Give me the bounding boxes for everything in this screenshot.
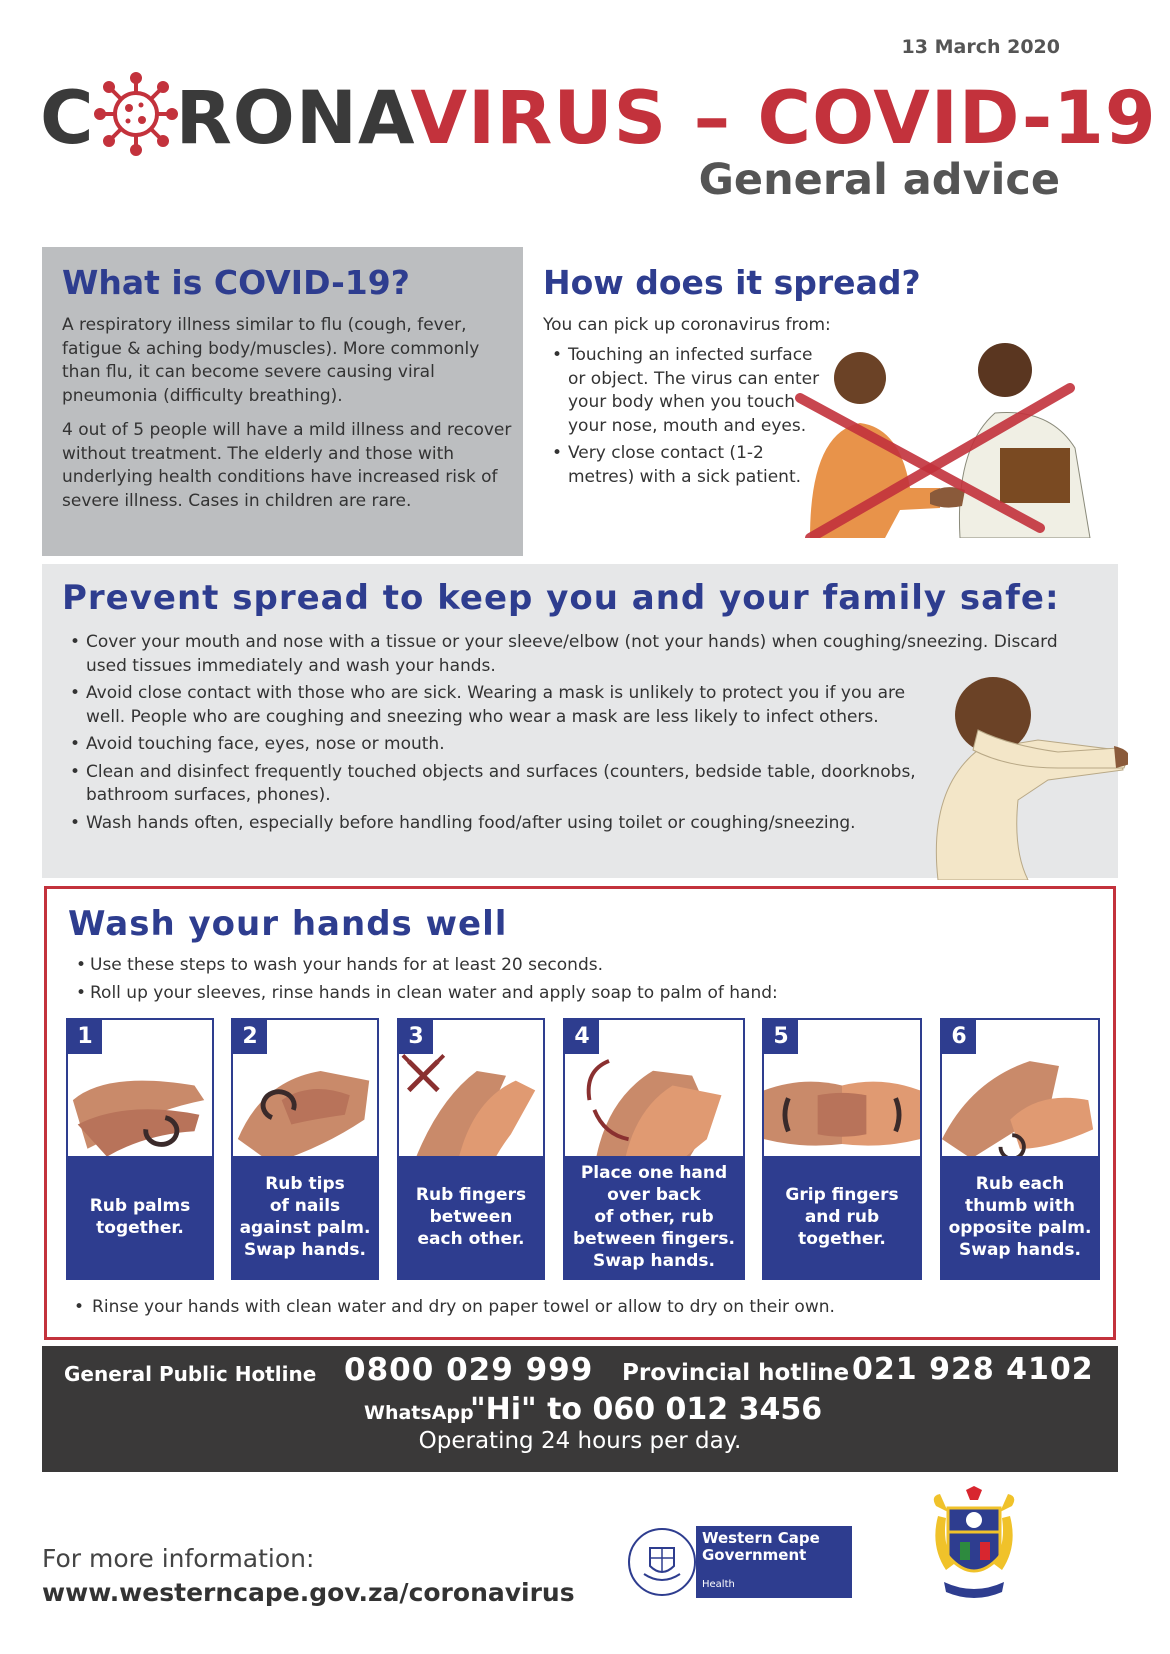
- operating-hours: Operating 24 hours per day.: [418, 1428, 742, 1454]
- whatsapp-number: "Hi" to 060 012 3456: [470, 1392, 823, 1427]
- step-number: 5: [764, 1020, 798, 1054]
- step-caption-line: Rub tips: [265, 1174, 345, 1194]
- step-caption-line: together.: [96, 1218, 184, 1238]
- step-caption-line: Swap hands.: [959, 1240, 1081, 1260]
- prevent-item: • Avoid touching face, eyes, nose or mouth.: [68, 733, 921, 757]
- step-caption-line: of nails: [269, 1196, 341, 1216]
- prevent-item: • Clean and disinfect frequently touched objects and surfaces (counters, bedside table, doorknobs, bathroom surfaces, phones).: [68, 761, 921, 808]
- step-caption-line: opposite palm.: [948, 1218, 1092, 1238]
- step-caption-line: Swap hands.: [244, 1240, 366, 1260]
- rub-nails-illustration: [233, 1040, 377, 1170]
- step-caption-line: over back: [607, 1185, 701, 1205]
- wash-step-5: [762, 1018, 922, 1280]
- step-caption: [942, 1156, 1098, 1278]
- general-hotline-label: General Public Hotline: [64, 1362, 317, 1386]
- page-subtitle: General advice: [698, 155, 1060, 205]
- what-is-title: What is COVID-19?: [62, 263, 410, 302]
- western-cape-dept: Health: [702, 1579, 735, 1590]
- provincial-hotline-label: Provincial hotline: [622, 1360, 850, 1386]
- step-caption-line: Rub fingers: [415, 1185, 527, 1205]
- elbow-cough-illustration: [918, 670, 1128, 880]
- western-cape-name: Western Cape Government: [702, 1529, 820, 1564]
- prevent-item: • Wash hands often, especially before handling food/after using toilet or coughing/sneezing.: [68, 812, 1098, 836]
- step-caption: [764, 1156, 920, 1278]
- western-cape-seal-icon: [628, 1528, 696, 1596]
- step-number: 3: [399, 1020, 433, 1054]
- wash-step-3: [397, 1018, 545, 1280]
- coronavirus-icon: [94, 72, 178, 156]
- back-of-hand-illustration: [565, 1040, 743, 1170]
- coat-of-arms-icon: [926, 1486, 1022, 1606]
- step-number: 2: [233, 1020, 267, 1054]
- step-caption-line: between fingers.: [573, 1229, 735, 1249]
- step-number: 1: [68, 1020, 102, 1054]
- step-caption-line: of other, rub: [594, 1207, 714, 1227]
- prevent-item: • Cover your mouth and nose with a tissue or your sleeve/elbow (not your hands) when coughing/sneezing. Discard used tissues immediately and wash your hands.: [68, 631, 1098, 678]
- wash-item: • Use these steps to wash your hands for at least 20 seconds.: [74, 954, 1074, 978]
- step-caption: [68, 1156, 212, 1278]
- wash-final-note: • Rinse your hands with clean water and dry on paper towel or allow to dry on their own.: [74, 1296, 835, 1320]
- wash-title: Wash your hands well: [68, 904, 508, 944]
- step-caption: [399, 1156, 543, 1278]
- whatsapp-label: WhatsApp: [364, 1402, 474, 1424]
- wash-item: • Roll up your sleeves, rinse hands in clean water and apply soap to palm of hand:: [74, 982, 1074, 1006]
- provincial-hotline-number: 021 928 4102: [852, 1352, 1094, 1387]
- what-is-paragraph-1: A respiratory illness similar to flu (cough, fever, fatigue & aching body/muscles). More commonly than flu, it can become severe causing viral pneumonia (difficulty breathing).: [62, 315, 480, 406]
- title-part-virus: VIRUS – COVID-19: [410, 76, 1157, 161]
- step-number: 4: [565, 1020, 599, 1054]
- spread-item: • Touching an infected surface or object. The virus can enter your body when you touch your nose, mouth and eyes.: [548, 344, 828, 438]
- more-info-label: For more information:: [42, 1544, 315, 1573]
- step-caption-line: Place one hand: [580, 1163, 728, 1183]
- step-number: 6: [942, 1020, 976, 1054]
- step-caption-line: together.: [798, 1229, 886, 1249]
- step-caption-line: and rub: [804, 1207, 880, 1227]
- info-url-link[interactable]: www.westerncape.gov.za/coronavirus: [42, 1578, 575, 1607]
- wash-step-2: [231, 1018, 379, 1280]
- general-hotline-number: 0800 029 999: [344, 1352, 594, 1388]
- step-caption-line: each other.: [417, 1229, 525, 1249]
- step-caption-line: Grip fingers: [785, 1185, 899, 1205]
- page-title: [40, 72, 1157, 161]
- seal-shield-icon: [630, 1530, 694, 1594]
- step-caption-line: between: [429, 1207, 513, 1227]
- spread-intro: You can pick up coronavirus from:: [543, 315, 831, 335]
- title-part-c: C: [40, 76, 95, 161]
- step-caption: [565, 1156, 743, 1278]
- step-caption-line: Rub palms: [89, 1196, 191, 1216]
- step-caption-line: Rub each: [975, 1174, 1065, 1194]
- rub-fingers-illustration: [399, 1040, 543, 1170]
- wash-step-6: [940, 1018, 1100, 1280]
- wash-step-1: [66, 1018, 214, 1280]
- rub-thumb-illustration: [942, 1040, 1098, 1170]
- step-caption-line: thumb with: [965, 1196, 1075, 1216]
- grip-fingers-illustration: [764, 1040, 920, 1170]
- handshake-illustration: [790, 338, 1100, 538]
- step-caption-line: against palm.: [239, 1218, 371, 1238]
- wash-list: [74, 954, 1074, 1009]
- spread-list: [548, 344, 828, 493]
- date-label: 13 March 2020: [901, 36, 1060, 58]
- step-caption-line: Swap hands.: [593, 1251, 715, 1271]
- rub-palms-illustration: [68, 1040, 212, 1170]
- what-is-paragraph-2: 4 out of 5 people will have a mild illness and recover without treatment. The elderly and those with underlying health conditions have increased risk of severe illness. Cases in children are rare.: [62, 420, 512, 511]
- wash-step-4: [563, 1018, 745, 1280]
- prevent-title: Prevent spread to keep you and your family safe:: [62, 578, 1060, 618]
- spread-title: How does it spread?: [543, 263, 921, 302]
- spread-item: • Very close contact (1-2 metres) with a sick patient.: [548, 442, 828, 489]
- title-part-rona: RONA: [175, 76, 411, 161]
- prevent-item: • Avoid close contact with those who are sick. Wearing a mask is unlikely to protect you if you are well. People who are coughing and sneezing who wear a mask are less likely to infect others.: [68, 682, 921, 729]
- step-caption: [233, 1156, 377, 1278]
